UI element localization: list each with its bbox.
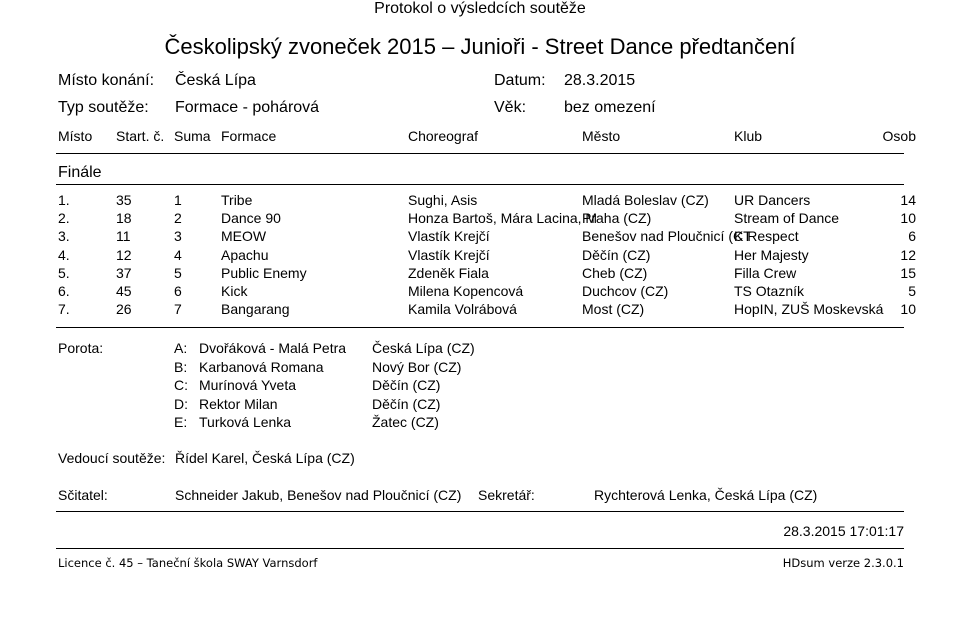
col-city: Město — [582, 128, 621, 144]
cell-formation: MEOW — [221, 228, 267, 245]
cell-city: Duchcov (CZ) — [582, 283, 669, 299]
officials-divider — [56, 511, 904, 512]
cell-members: 15 — [900, 264, 916, 281]
cell-city: Mladá Boleslav (CZ) — [582, 192, 709, 208]
col-choreographer: Choreograf — [408, 128, 479, 144]
venue-label: Místo konání: — [58, 72, 155, 89]
judge-city: Nový Bor (CZ) — [372, 358, 462, 375]
cell-members: 6 — [908, 228, 916, 245]
cell-members: 10 — [900, 301, 916, 318]
cell-members: 12 — [900, 246, 916, 263]
competition-category: Junioři - Street Dance předtančení — [460, 34, 796, 59]
cell-choreographer: Vlastík Krejčí — [408, 246, 490, 263]
type-value: Formace - pohárová — [175, 99, 320, 116]
cell-start: 18 — [116, 210, 132, 227]
cell-club: TS Otazník — [734, 283, 805, 299]
venue-value: Česká Lípa — [175, 72, 256, 89]
judge-letter: E: — [174, 414, 188, 430]
judge-name: Turková Lenka — [199, 414, 292, 430]
cell-members: 14 — [900, 192, 916, 208]
cell-start: 11 — [116, 228, 131, 245]
date-label: Datum: — [494, 72, 546, 89]
cell-city: Děčín (CZ) — [582, 246, 651, 263]
age-label: Věk: — [494, 99, 527, 116]
cell-formation: Dance 90 — [221, 210, 281, 227]
license-text: Licence č. 45 – Taneční škola SWAY Varnsdorf — [58, 556, 318, 570]
col-sum: Suma — [174, 128, 211, 144]
cell-city: Cheb (CZ) — [582, 264, 648, 281]
cell-sum: 4 — [174, 246, 182, 263]
judge-letter: D: — [174, 395, 188, 412]
cell-formation: Kick — [221, 283, 248, 299]
cell-club: Stream of Dance — [734, 210, 840, 227]
cell-club: K Respect — [734, 228, 799, 245]
jury-label: Porota: — [58, 340, 104, 356]
cell-city: Most (CZ) — [582, 301, 645, 318]
footer-divider — [56, 548, 904, 549]
counter-label: Sčitatel: — [58, 487, 108, 503]
judge-letter: B: — [174, 358, 188, 375]
cell-sum: 2 — [174, 210, 182, 227]
cell-place: 4. — [58, 246, 70, 263]
cell-start: 12 — [116, 246, 132, 263]
counter-value: Schneider Jakub, Benešov nad Ploučnicí (CZ) — [175, 487, 462, 503]
cell-city: Benešov nad Ploučnicí (CT — [582, 228, 752, 245]
cell-choreographer: Honza Bartoš, Mára Lacina, M — [408, 210, 598, 227]
cell-sum: 7 — [174, 301, 182, 318]
cell-choreographer: Sughi, Asis — [408, 192, 478, 208]
cell-formation: Apachu — [221, 246, 269, 263]
section-divider — [56, 184, 904, 185]
cell-sum: 3 — [174, 228, 182, 245]
version-text: HDsum verze 2.3.0.1 — [782, 556, 904, 570]
cell-city: Praha (CZ) — [582, 210, 652, 227]
judge-name: Murínová Yveta — [199, 377, 297, 393]
cell-club: Her Majesty — [734, 246, 809, 263]
judge-city: Děčín (CZ) — [372, 395, 441, 412]
cell-place: 3. — [58, 228, 70, 245]
cell-place: 2. — [58, 210, 70, 227]
cell-choreographer: Vlastík Krejčí — [408, 228, 490, 245]
age-value: bez omezení — [564, 99, 656, 116]
cell-choreographer: Kamila Volrábová — [408, 301, 517, 318]
judge-name: Karbanová Romana — [199, 358, 324, 375]
cell-start: 45 — [116, 283, 132, 299]
competition-title — [0, 34, 960, 60]
cell-sum: 5 — [174, 264, 182, 281]
director-label: Vedoucí soutěže: — [58, 450, 166, 466]
cell-choreographer: Milena Kopencová — [408, 283, 524, 299]
cell-place: 7. — [58, 301, 70, 318]
judge-name: Rektor Milan — [199, 395, 278, 412]
cell-club: UR Dancers — [734, 192, 811, 208]
section-title: Finále — [58, 164, 102, 181]
title-dash: – — [442, 34, 455, 59]
cell-sum: 6 — [174, 283, 182, 299]
cell-club: HopIN, ZUŠ Moskevská — [734, 301, 884, 318]
cell-choreographer: Zdeněk Fiala — [408, 264, 489, 281]
col-club: Klub — [734, 128, 763, 144]
competition-name: Českolipský zvoneček 2015 — [164, 34, 436, 59]
col-start: Start. č. — [116, 128, 165, 144]
cell-formation: Tribe — [221, 192, 253, 208]
results-bottom-divider — [56, 327, 904, 328]
col-formation: Formace — [221, 128, 277, 144]
cell-start: 26 — [116, 301, 132, 318]
type-label: Typ soutěže: — [58, 99, 149, 116]
judge-letter: C: — [174, 377, 188, 393]
cell-start: 35 — [116, 192, 132, 208]
cell-start: 37 — [116, 264, 132, 281]
judge-city: Česká Lípa (CZ) — [372, 340, 475, 356]
cell-place: 1. — [58, 192, 70, 208]
header-divider — [56, 153, 904, 154]
cell-club: Filla Crew — [734, 264, 797, 281]
judge-city: Žatec (CZ) — [372, 414, 439, 430]
col-members: Osob — [882, 128, 916, 144]
judge-letter: A: — [174, 340, 188, 356]
secretary-label: Sekretář: — [478, 487, 535, 503]
cell-sum: 1 — [174, 192, 182, 208]
timestamp: 28.3.2015 17:01:17 — [783, 523, 904, 539]
judge-city: Děčín (CZ) — [372, 377, 441, 393]
cell-formation: Bangarang — [221, 301, 290, 318]
judge-name: Dvořáková - Malá Petra — [199, 340, 347, 356]
cell-place: 5. — [58, 264, 70, 281]
cell-members: 5 — [908, 283, 916, 299]
date-value: 28.3.2015 — [564, 72, 636, 89]
cell-place: 6. — [58, 283, 70, 299]
director-value: Řídel Karel, Česká Lípa (CZ) — [175, 450, 355, 466]
cell-members: 10 — [900, 210, 916, 227]
cell-formation: Public Enemy — [221, 264, 307, 281]
secretary-value: Rychterová Lenka, Česká Lípa (CZ) — [594, 487, 818, 503]
protocol-heading: Protokol o výsledcích soutěže — [374, 0, 586, 17]
col-place: Místo — [58, 128, 93, 144]
